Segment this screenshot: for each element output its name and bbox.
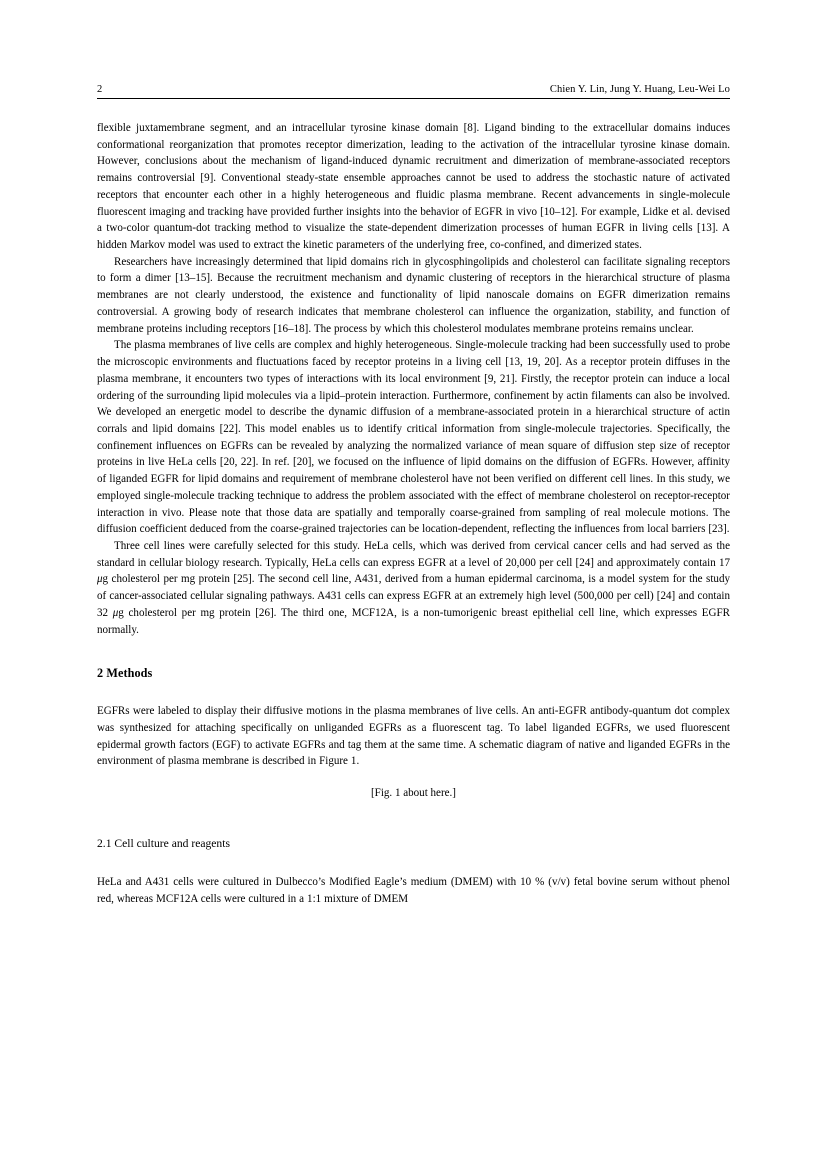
spacer-after-subsection-heading [97, 852, 730, 874]
paragraph-lipid-domains: Researchers have increasingly determined that lipid domains rich in glycosphingolipids and cholesterol can facilitate signaling receptors to form a dimer [13–15]. Because the recruitment mechanism and dynamic clustering of receptors in the hierarchical structure of plasma membranes are not clearly understood, the existence and functionality of lipid nanoscale domains on EGFR dimerization remains controversial. A growing body of research indicates that membrane cholesterol can influence the organization, stability, and function of membrane proteins including receptors [16–18]. The process by which this cholesterol modulates membrane proteins remains unclear. [97, 255, 730, 335]
paragraph-methods-intro: EGFRs were labeled to display their diffusive motions in the plasma membranes of live cells. An anti-EGFR antibody-quantum dot complex was synthesized for attaching specifically on unliganded EGFRs as a fluorescent tag. To label liganded EGFRs, we used fluorescent epidermal growth factors (EGF) to activate EGFRs and tag them at the same time. A schematic diagram of native and liganded EGFRs in the environment of plasma membrane is described in Figure 1. [97, 705, 730, 768]
running-head-authors: Chien Y. Lin, Jung Y. Huang, Leu-Wei Lo [549, 84, 730, 95]
running-head [97, 84, 730, 98]
figure-placeholder: [Fig. 1 about here.] [371, 787, 456, 800]
cell-lines-text-part1: Three cell lines were carefully selected for this study. HeLa cells, which was derived from cervical cancer cells and had served as the standard in cellular biology research. Typically, HeLa cells can express EGFR at a level of 20,000 per cell [24] and approximately contain 17 [97, 539, 730, 569]
spacer-after-section-heading [97, 681, 730, 703]
section-heading-methods: 2 Methods [97, 666, 153, 681]
paragraph-plasma-membranes: The plasma membranes of live cells are complex and highly heterogeneous. Single-molecule tracking had been successfully used to probe the microscopic environments and fluctuations faced by receptor proteins in a living cell [13, 19, 20]. As a receptor protein diffuses in the plasma membrane, it encounters two types of interactions with its local environment [9, 21]. Firstly, the receptor protein can induce a local ordering of the surrounding lipid molecules via a lipid–protein interaction. Furthermore, confinement by actin filaments can also be involved. We developed an energetic model to describe the dynamic diffusion of a membrane-associated protein in a hierarchical structure of actin corrals and lipid domains [22]. This model enables us to identify critical information from single-molecule trajectories. Specifically, the confinement influences on EGFRs can be revealed by analyzing the normalized variance of mean square of diffusion step size of receptor proteins in live HeLa cells [20, 22]. In ref. [20], we focused on the influence of lipid domains on the diffusion of EGFRs. However, affinity of liganded EGFR for lipid domains and requirement of membrane cholesterol have not been verified on different cell lines. In this study, we employed single-molecule tracking technique to address the problem associated with the effect of membrane cholesterol on receptor-receptor interaction in vivo. Please note that those data are spatially and temporally coarse-grained from sampling of real molecule motions. The diffusion coefficient deduced from the coarse-grained trajectories can be location-dependent, reflecting the influences from local barriers [23]. [97, 339, 730, 536]
page-content [97, 84, 730, 907]
spacer-before-figure-placeholder [97, 770, 730, 785]
paragraph-intro-continued: flexible juxtamembrane segment, and an intracellular tyrosine kinase domain [8]. Ligand binding to the extracellular domains induces conformational reorganization that promotes receptor dimerization, leading to the activation of the intracellular tyrosine kinase domain. However, conclusions about the mechanism of ligand-induced dynamic recruitment and dimerization of membrane-associated receptors remains controversial [9]. Conventional steady-state ensemble approaches cannot be used to address the stochastic nature of activated receptors that encounter each other in a highly heterogeneous and fluidic plasma membrane. Recent advancements in single-molecule fluorescent imaging and tracking have provided further insights into the behavior of EGFR in vivo [10–12]. For example, Lidke et al. devised a two-color quantum-dot tracking method to visualize the state-dependent dimerization processes of human EGFR in living cells [13]. A hidden Markov model was used to extract the kinetic parameters of the underlying free, co-confined, and dimerized states. [97, 122, 730, 252]
cell-lines-text-part3: g cholesterol per mg protein [26]. The third one, MCF12A, is a non-tumorigenic breast epithelial cell line, which expresses EGFR normally. [97, 606, 730, 636]
subsection-heading-cell-culture: 2.1 Cell culture and reagents [97, 836, 230, 850]
spacer-after-figure-placeholder [97, 802, 730, 836]
micro-symbol-a431: μ [112, 606, 119, 619]
paragraph-cell-culture: HeLa and A431 cells were cultured in Dulbecco’s Modified Eagle’s medium (DMEM) with 10 % (v/v) fetal bovine serum without phenol red, whereas MCF12A cells were cultured in a 1:1 mixture of DMEM [97, 875, 730, 905]
running-head-rule [97, 98, 730, 99]
spacer-before-section-heading [97, 638, 730, 665]
page-number: 2 [97, 84, 103, 95]
cell-lines-text-part2: g cholesterol per mg protein [25]. The second cell line, A431, derived from a human epidermal carcinoma, is a model system for the study of cancer-associated cellular signaling pathways. A431 cells can express EGFR at an extremely high level (500,000 per cell) [24] and contain 32 [97, 573, 730, 619]
paragraph-cell-lines [97, 538, 730, 638]
micro-symbol-hela: μ [97, 573, 103, 586]
